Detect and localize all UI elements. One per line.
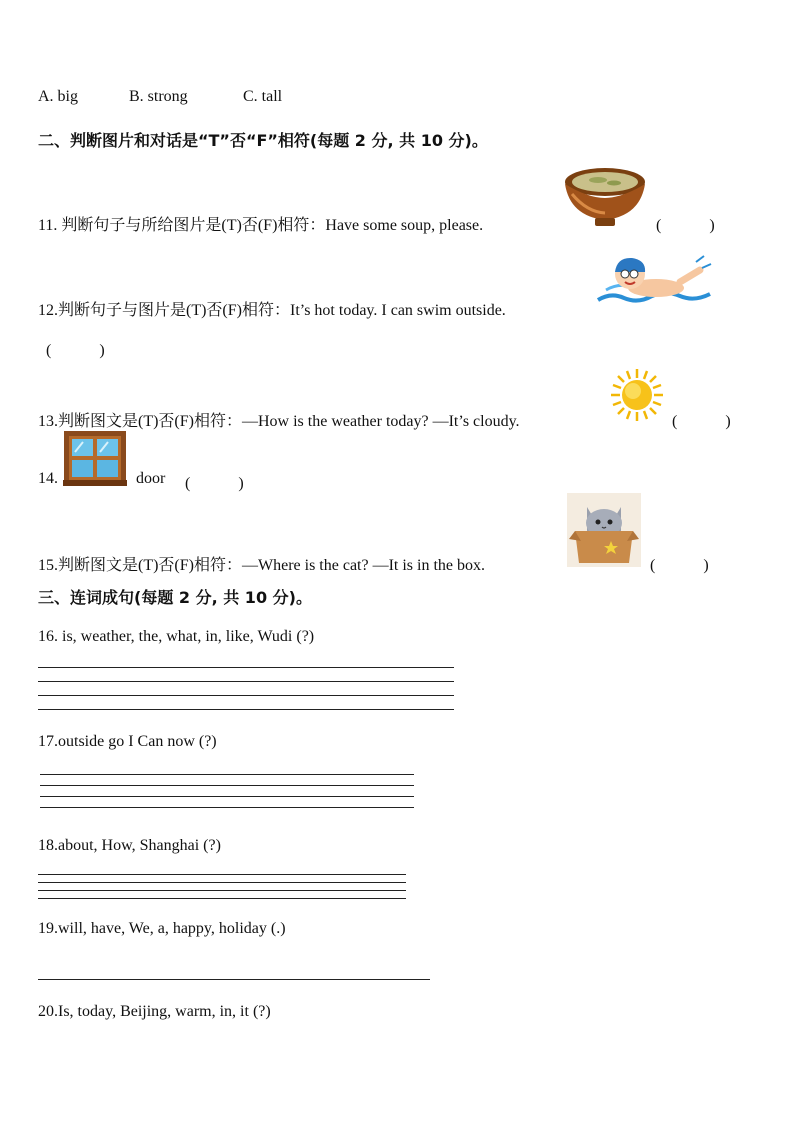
writing-line[interactable] (38, 898, 406, 899)
writing-line[interactable] (38, 667, 454, 668)
writing-line[interactable] (40, 774, 414, 775)
cat-in-box-icon (567, 493, 641, 567)
sun-icon (610, 368, 664, 422)
question-14-number: 14. (38, 470, 58, 487)
writing-line[interactable] (40, 785, 414, 786)
question-15: 15.判断图文是(T)否(F)相符：—Where is the cat? —It is in the box. (38, 557, 486, 574)
question-18: 18.about, How, Shanghai (?) (38, 837, 221, 854)
answer-blank-15[interactable]: ( ) (650, 557, 709, 574)
answer-blank-13[interactable]: ( ) (672, 413, 731, 430)
writing-line[interactable] (38, 882, 406, 883)
window-icon (63, 430, 127, 486)
question-20: 20.Is, today, Beijing, warm, in, it (?) (38, 1003, 271, 1020)
writing-line[interactable] (38, 979, 430, 980)
writing-line[interactable] (38, 890, 406, 891)
question-17: 17.outside go I Can now (?) (38, 733, 217, 750)
option-b: B. strong (129, 88, 188, 105)
question-13: 13.判断图文是(T)否(F)相符：—How is the weather today? —It’s cloudy. (38, 413, 520, 430)
writing-line[interactable] (38, 681, 454, 682)
option-a: A. big (38, 88, 78, 105)
question-19: 19.will, have, We, a, happy, holiday (.) (38, 920, 286, 937)
soup-bowl-icon (562, 166, 648, 230)
answer-blank-14[interactable]: ( ) (185, 475, 244, 492)
swimmer-icon (596, 252, 714, 308)
section-2-title: 二、判断图片和对话是“T”否“F”相符(每题 2 分, 共 10 分)。 (38, 131, 488, 150)
section-3-title: 三、连词成句(每题 2 分, 共 10 分)。 (38, 588, 312, 607)
answer-blank-11[interactable]: ( ) (656, 217, 715, 234)
writing-line[interactable] (40, 796, 414, 797)
question-16: 16. is, weather, the, what, in, like, Wudi (?) (38, 628, 315, 645)
option-c: C. tall (243, 88, 283, 105)
writing-line[interactable] (38, 874, 406, 875)
writing-line[interactable] (40, 807, 414, 808)
writing-line[interactable] (38, 709, 454, 710)
question-12: 12.判断句子与图片是(T)否(F)相符：It’s hot today. I can swim outside. (38, 302, 506, 319)
writing-line[interactable] (38, 695, 454, 696)
answer-blank-12[interactable]: ( ) (46, 342, 105, 359)
question-14-word: door (136, 470, 166, 487)
question-11: 11. 判断句子与所给图片是(T)否(F)相符：Have some soup, please. (38, 217, 484, 234)
